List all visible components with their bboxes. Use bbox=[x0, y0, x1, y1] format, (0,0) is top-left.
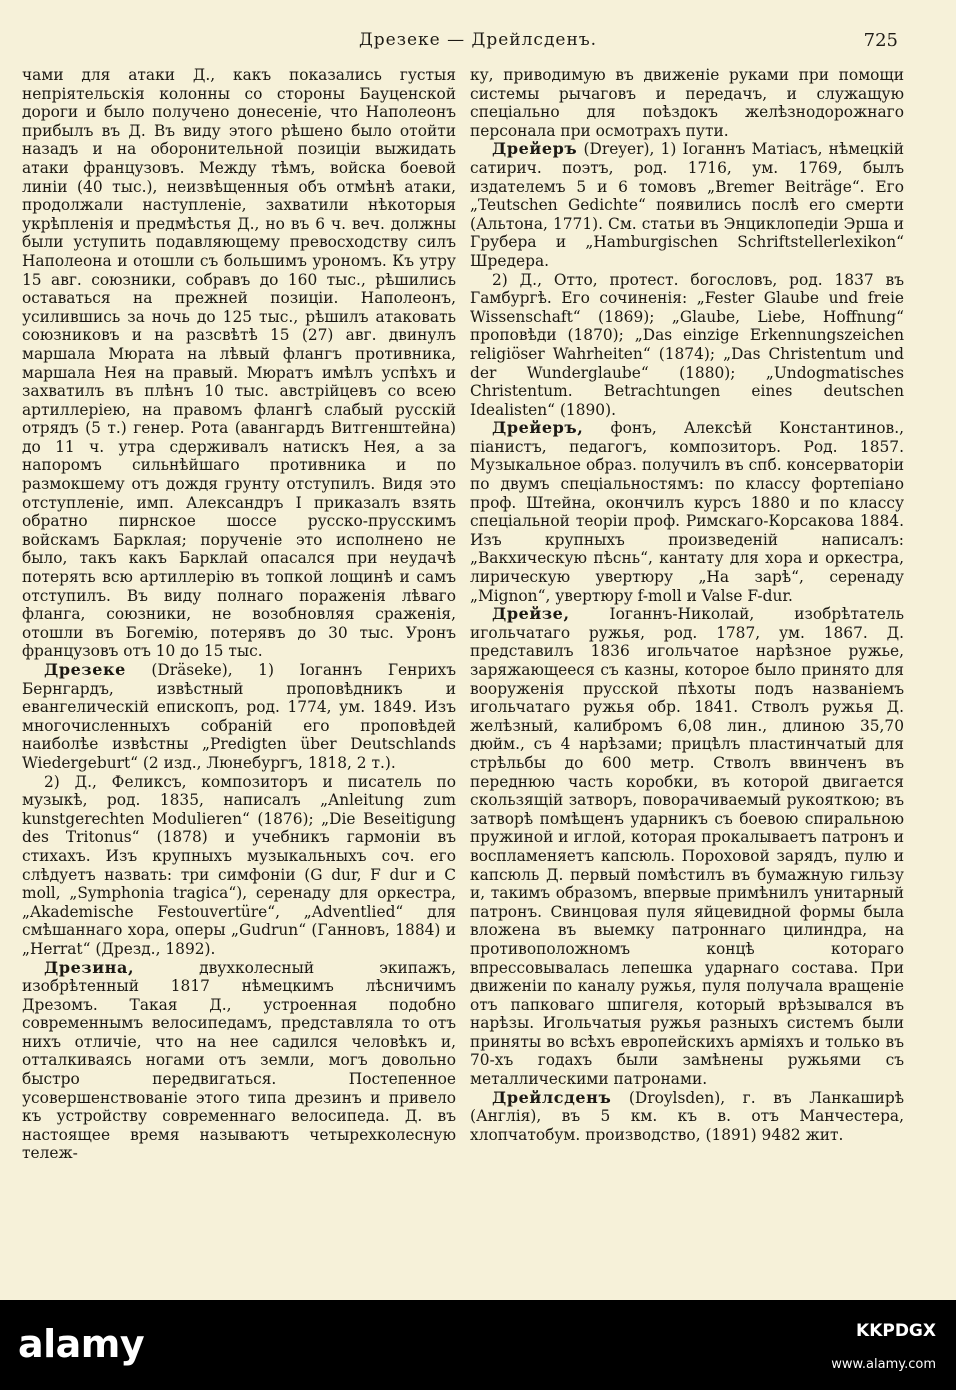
page-number: 725 bbox=[863, 30, 898, 51]
entry-drezina bbox=[22, 959, 456, 1164]
running-header bbox=[58, 30, 898, 58]
entry-text: Іоганнъ-Николай, изобрѣтатель игольчатаго ружья, род. 1787, ум. 1867. Д. представилъ 1836 игольчатое нарѣзное ружье, заряжающееся съ казны, которое было принято для вооруженія прусской пѣхоты подъ названіемъ игольчатаго ружья обр. 1841. Стволъ ружья Д. желѣзный, калибромъ 6,08 лин., длиною 35,70 дюйм., съ 4 нарѣзами; прицѣлъ пластинчатый для стрѣльбы до 600 метр. Стволъ ввинченъ въ переднюю часть коробки, въ которой двигается скользящій затворъ, поворачиваемый рукояткою; въ затворѣ помѣщенъ ударникъ съ боевою спиральною пружиной и иглой, которая прокалываетъ патронъ и воспламеняетъ капсюль. Пороховой зарядъ, пулю и капсюль Д. первый помѣстилъ въ бумажную гильзу и, такимъ образомъ, впервые примѣнилъ унитарный патронъ. Свинцовая пуля яйцевидной формы была вложена въ выемку патроннаго цилиндра, на противоположномъ концѣ котораго впрессовывалась лепешка ударнаго состава. При движеніи по каналу ружья, пуля получала вращеніе отъ папковаго шпигеля, который врѣзывался въ нарѣзы. Игольчатыя ружья разныхъ системъ были приняты во всѣхъ европейскихъ арміяхъ и только въ 70-хъ годахъ были замѣнены ружьями съ металлическими патронами. bbox=[470, 605, 904, 1089]
entry-headword: Дрезеке bbox=[44, 660, 126, 679]
paragraph-drezeke-2 bbox=[22, 773, 456, 959]
paragraph-continuation bbox=[22, 66, 456, 661]
entry-text: двухколесный экипажъ, изобрѣтенный 1817 нѣмецкимъ лѣсничимъ Дрезомъ. Такая Д., устроенная подобно современнымъ велосипедамъ, представляла то отъ нихъ отличіе, что на нее садился человѣкъ и, отталкиваясь ногами отъ земли, могъ довольно быстро передвигаться. Постепенное усовершенствованіе этого типа дрезинъ и привело къ устройству современнаго велосипеда. Д. въ настоящее время называютъ четырехколесную тележ- bbox=[22, 958, 456, 1163]
entry-dreyse bbox=[470, 605, 904, 1088]
entry-drezeke bbox=[22, 661, 456, 773]
image-code: KKPDGX bbox=[856, 1321, 936, 1341]
entry-headword: Дрезина, bbox=[44, 957, 135, 977]
entry-headword: Дрейеръ bbox=[492, 139, 578, 159]
entry-text: (Dräseke), 1) Іоганнъ Генрихъ Бернгардъ, извѣстный проповѣдникъ и евангелическій епископъ, род. 1774, ум. 1849. Изъ многочисленныхъ собраній его проповѣдей наиболѣе извѣстны „Predigten über Deutschlands Wiedergeburt“ (2 изд., Люнебургъ, 1818, 2 т.). bbox=[22, 661, 456, 772]
entry-text: (Droylsden), г. въ Ланкаширѣ (Англія), въ 5 км. къ в. отъ Манчестера, хлопчатобум. производство, (1891) 9482 жит. bbox=[470, 1088, 904, 1144]
right-column bbox=[470, 66, 904, 1144]
entry-headword: Дрейеръ, bbox=[492, 418, 584, 438]
entry-headword: Дрейзе, bbox=[492, 604, 570, 624]
paragraph-dreyer-2 bbox=[470, 271, 904, 420]
entry-droylsden bbox=[470, 1089, 904, 1145]
entry-dreyer-1 bbox=[470, 140, 904, 270]
entry-text: фонъ, Алексѣй Константинов., піанистъ, педагогъ, композиторъ. Род. 1857. Музыкальное образ. получилъ въ спб. консерваторіи по двумъ спеціальностямъ: по классу фортепіано проф. Штейна, окончилъ курсъ 1880 и по классу спеціальной теоріи проф. Римскаго-Корсакова 1884. Изъ крупныхъ произведеній написалъ: „Вакхическую пѣснь“, кантату для хора и оркестра, лирическую увертюру „На зарѣ“, серенаду „Mignon“, увертюру f-moll и Valse F-dur. bbox=[470, 419, 904, 605]
paragraph-continuation bbox=[470, 66, 904, 140]
paragraph-text: 2) Д., Отто, протест. богословъ, род. 1837 въ Гамбургѣ. Его сочиненія: „Fester Glaube und freie Wissenschaft“ (1869); „Glaube, Liebe, Hoffnung“ проповѣди (1870); „Das einzige Erkennungszeichen religiöser Wahrheiten“ (1874); „Das Christentum und der Wunderglaube“ (1880); „Undogmatisches Christentum. Betrachtungen eines deutschen Idealisten“ (1890). bbox=[470, 270, 904, 419]
paragraph-text: ку, приводимую въ движеніе руками при помощи системы рычаговъ и передачъ, и служащую спеціально для поѣздокъ желѣзнодорожнаго персонала при осмотрахъ пути. bbox=[470, 66, 904, 140]
entry-headword: Дрейлсденъ bbox=[492, 1087, 612, 1107]
paragraph-text: 2) Д., Феликсъ, композиторъ и писатель по музыкѣ, род. 1835, написалъ „Anleitung zum kunstgerechten Modulieren“ (1876); „Die Beseitigung des Tritonus“ (1878) и учебникъ гармоніи въ стихахъ. Изъ крупныхъ музыкальныхъ соч. его слѣдуетъ назвать: три симфоніи (G dur, F dur и C moll, „Symphonia tragica“), серенаду для оркестра, „Akademische Festouvertüre“, „Adventlied“ для смѣшаннаго хора, оперы „Gudrun“ (Ганновъ, 1884) и „Herrat“ (Дрезд., 1892). bbox=[22, 772, 456, 958]
watermark-logo: alamy bbox=[18, 1322, 145, 1366]
paragraph-text: чами для атаки Д., какъ показались густыя непріятельскія колонны со стороны Бауценской дороги и было получено донесеніе, что Наполеонъ прибылъ въ Д. Въ виду этого рѣшено было отойти назадъ и на оборонительной позиціи выжидать атаки французовъ. Между тѣмъ, войска боевой линіи (40 тыс.), неизвѣщенныя объ отмѣнѣ атаки, продолжали наступленіе, захватили нѣкоторыя укрѣпленія и предмѣстья Д., но въ 6 ч. веч. должны были уступить подавляющему превосходству силъ Наполеона и отошли съ большимъ урономъ. Къ утру 15 авг. союзники, собравъ до 160 тыс., рѣшились оставаться на прежней позиціи. Наполеонъ, усилившись за ночь до 125 тыс., рѣшилъ атаковать союзниковъ и на разсвѣтѣ 15 (27) авг. двинулъ маршала Мюрата на лѣвый флангъ противника, маршала Нея на правый. Мюратъ имѣлъ успѣхъ и захватилъ въ плѣнъ 10 тыс. австрійцевъ со всею артиллеріею, на правомъ флангѣ слабый русскій отрядъ (5 т.) генер. Рота (авангардъ Витгенштейна) до 11 ч. утра сдерживалъ натискъ Нея, а за напоромъ сильнѣйшаго противника и по размокшему отъ дождя грунту отступилъ. Видя это отступленіе, имп. Александръ I приказалъ взять обратно пирнское шоссе русско-прусскимъ войскамъ Барклая; порученіе это исполнено не было, такъ какъ Барклай опасался при неудачѣ потерять всю артиллерію въ топкой лощинѣ и самъ отступилъ. Въ виду полнаго пораженія лѣваго фланга, союзники, не возобновляя сраженія, отошли въ Богемію, потерявъ до 30 тыс. Уронъ французовъ отъ 10 до 15 тыс. bbox=[22, 66, 456, 661]
entry-text: (Dreyer), 1) Іоганнъ Матіасъ, нѣмецкій сатирич. поэтъ, род. 1716, ум. 1769, былъ издателемъ 5 и 6 томовъ „Bremer Beiträge“. Его „Teutschen Gedichte“ появились послѣ его смерти (Альтона, 1771). См. статьи въ Энциклопедіи Эрша и Грубера и „Hamburgischen Schriftstellerlexikon“ Шредера. bbox=[470, 140, 904, 270]
entry-dreyer-von bbox=[470, 419, 904, 605]
left-column bbox=[22, 66, 456, 1163]
watermark-url: www.alamy.com bbox=[831, 1357, 936, 1372]
header-title: Дрезеке — Дрейлсденъ. bbox=[358, 30, 598, 50]
